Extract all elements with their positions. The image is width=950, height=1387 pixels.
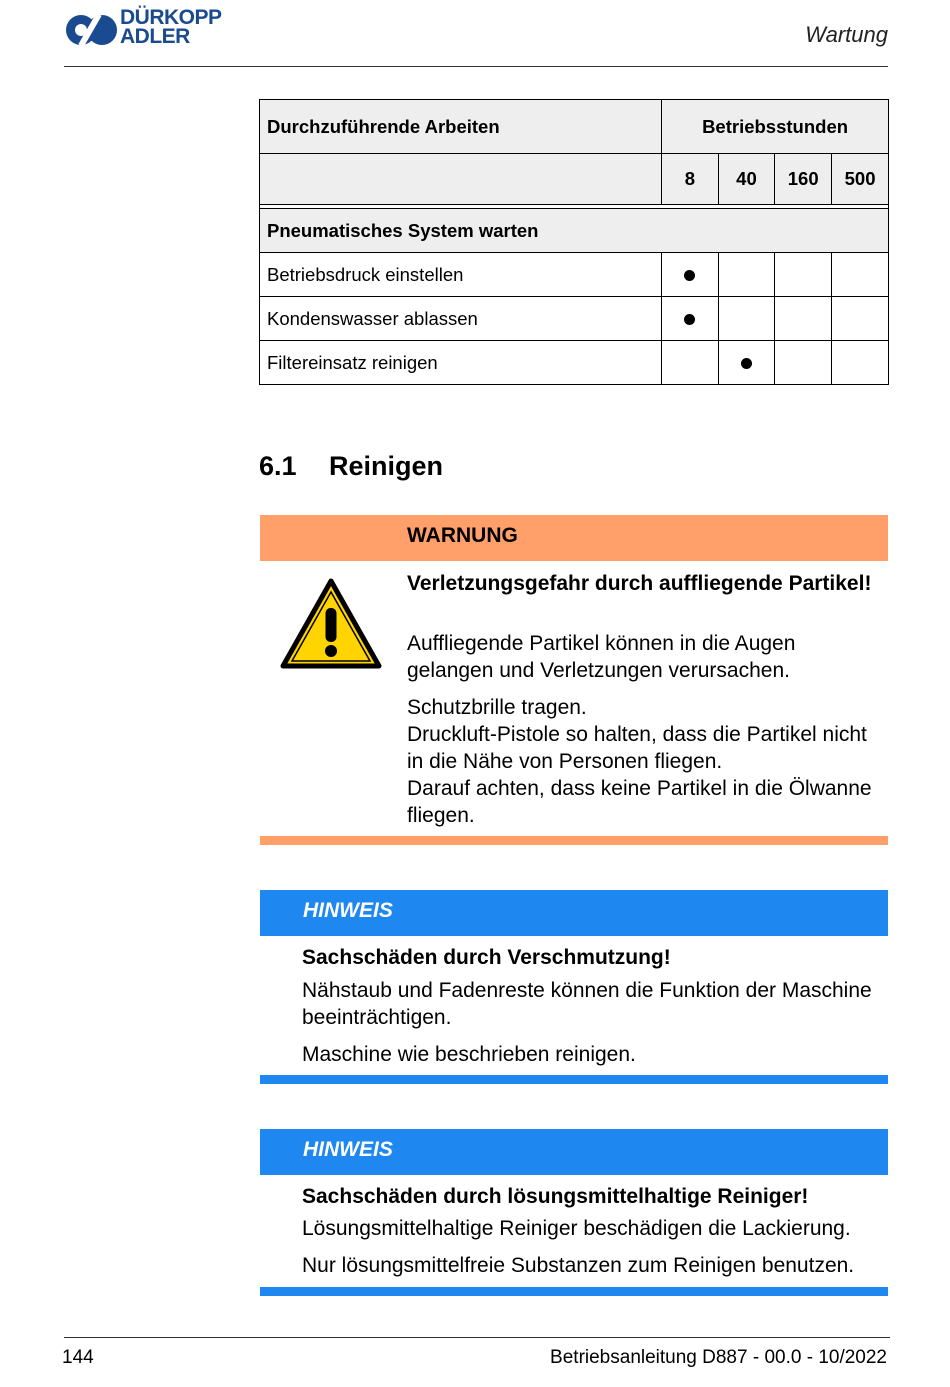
- mark-cell: [718, 341, 775, 385]
- warning-paragraph: Auffliegende Partikel können in die Augen gelangen und Verletzungen verursachen.: [407, 632, 796, 682]
- hours-header-row: [260, 154, 889, 205]
- mark-cell: [832, 341, 889, 385]
- logo-line-2: ADLER: [120, 25, 190, 48]
- mark-cell: [662, 297, 719, 341]
- section-number: 6.1: [259, 451, 297, 481]
- mark-cell: [775, 253, 832, 297]
- mark-cell: [832, 297, 889, 341]
- hours-cell: 40: [718, 154, 775, 205]
- mark-cell: [775, 297, 832, 341]
- task-cell: Kondenswasser ablassen: [260, 297, 662, 341]
- hours-cell: 500: [832, 154, 889, 205]
- notice-header: [260, 890, 888, 936]
- notice-header: [260, 1129, 888, 1175]
- footer-rule: [64, 1337, 890, 1338]
- bullet-mark: [684, 314, 695, 325]
- warning-instruction: Druckluft-Pistole so halten, dass die Partikel nicht in die Nähe von Personen fliegen.: [407, 723, 867, 773]
- warning-header: [260, 515, 888, 561]
- empty-header-cell: [260, 154, 662, 205]
- task-cell: Betriebsdruck einstellen: [260, 253, 662, 297]
- group-label: Pneumatisches System warten: [260, 209, 889, 253]
- col-task-header: Durchzuführende Arbeiten: [260, 100, 662, 154]
- warning-label: WARNUNG: [407, 524, 518, 547]
- mark-cell: [775, 341, 832, 385]
- table-header-row: [260, 100, 889, 154]
- section-title: Wartung: [805, 22, 888, 47]
- notice-instruction: Nur lösungsmittelfreie Substanzen zum Reinigen benutzen.: [302, 1254, 855, 1277]
- logo-mark-icon: [64, 8, 118, 52]
- brand-logo: [64, 8, 234, 52]
- header-rule: [64, 66, 888, 67]
- group-row: [260, 209, 889, 253]
- notice-subtitle: Sachschäden durch Verschmutzung!: [302, 946, 671, 969]
- task-cell: Filtereinsatz reinigen: [260, 341, 662, 385]
- mark-cell: [662, 253, 719, 297]
- maintenance-table: [259, 99, 889, 385]
- hours-cell: 8: [662, 154, 719, 205]
- table-row: [260, 253, 889, 297]
- table-row: [260, 297, 889, 341]
- mark-cell: [832, 253, 889, 297]
- notice-bottom-bar: [260, 1287, 888, 1296]
- mark-cell: [718, 297, 775, 341]
- warning-bottom-bar: [260, 836, 888, 845]
- warning-triangle-icon: [280, 578, 382, 670]
- logo-line-1: DÜRKOPP: [120, 6, 222, 29]
- warning-instructions: [407, 694, 889, 829]
- page-number: 144: [62, 1347, 94, 1368]
- hours-cell: 160: [775, 154, 832, 205]
- notice-label: HINWEIS: [303, 899, 393, 922]
- document-id: Betriebsanleitung D887 - 00.0 - 10/2022: [550, 1347, 887, 1368]
- section-heading: Reinigen: [329, 451, 444, 481]
- table-row: [260, 341, 889, 385]
- mark-cell: [718, 253, 775, 297]
- notice-paragraph: Nähstaub und Fadenreste können die Funktion der Maschine beeinträchtigen.: [302, 979, 872, 1029]
- notice-label: HINWEIS: [303, 1138, 393, 1161]
- notice-subtitle: Sachschäden durch lösungsmittelhaltige Reiniger!: [302, 1185, 809, 1208]
- warning-instruction: Darauf achten, dass keine Partikel in die Ölwanne fliegen.: [407, 777, 872, 827]
- notice-bottom-bar: [260, 1075, 888, 1084]
- mark-cell: [662, 341, 719, 385]
- notice-paragraph: Lösungsmittelhaltige Reiniger beschädigen die Lackierung.: [302, 1217, 851, 1240]
- col-hours-header: Betriebsstunden: [662, 100, 889, 154]
- bullet-mark: [741, 358, 752, 369]
- warning-instruction: Schutzbrille tragen.: [407, 696, 587, 719]
- warning-subtitle: Verletzungsgefahr durch auffliegende Partikel!: [407, 572, 872, 595]
- notice-instruction: Maschine wie beschrieben reinigen.: [302, 1043, 636, 1066]
- logo-wordmark: [120, 8, 222, 46]
- bullet-mark: [684, 270, 695, 281]
